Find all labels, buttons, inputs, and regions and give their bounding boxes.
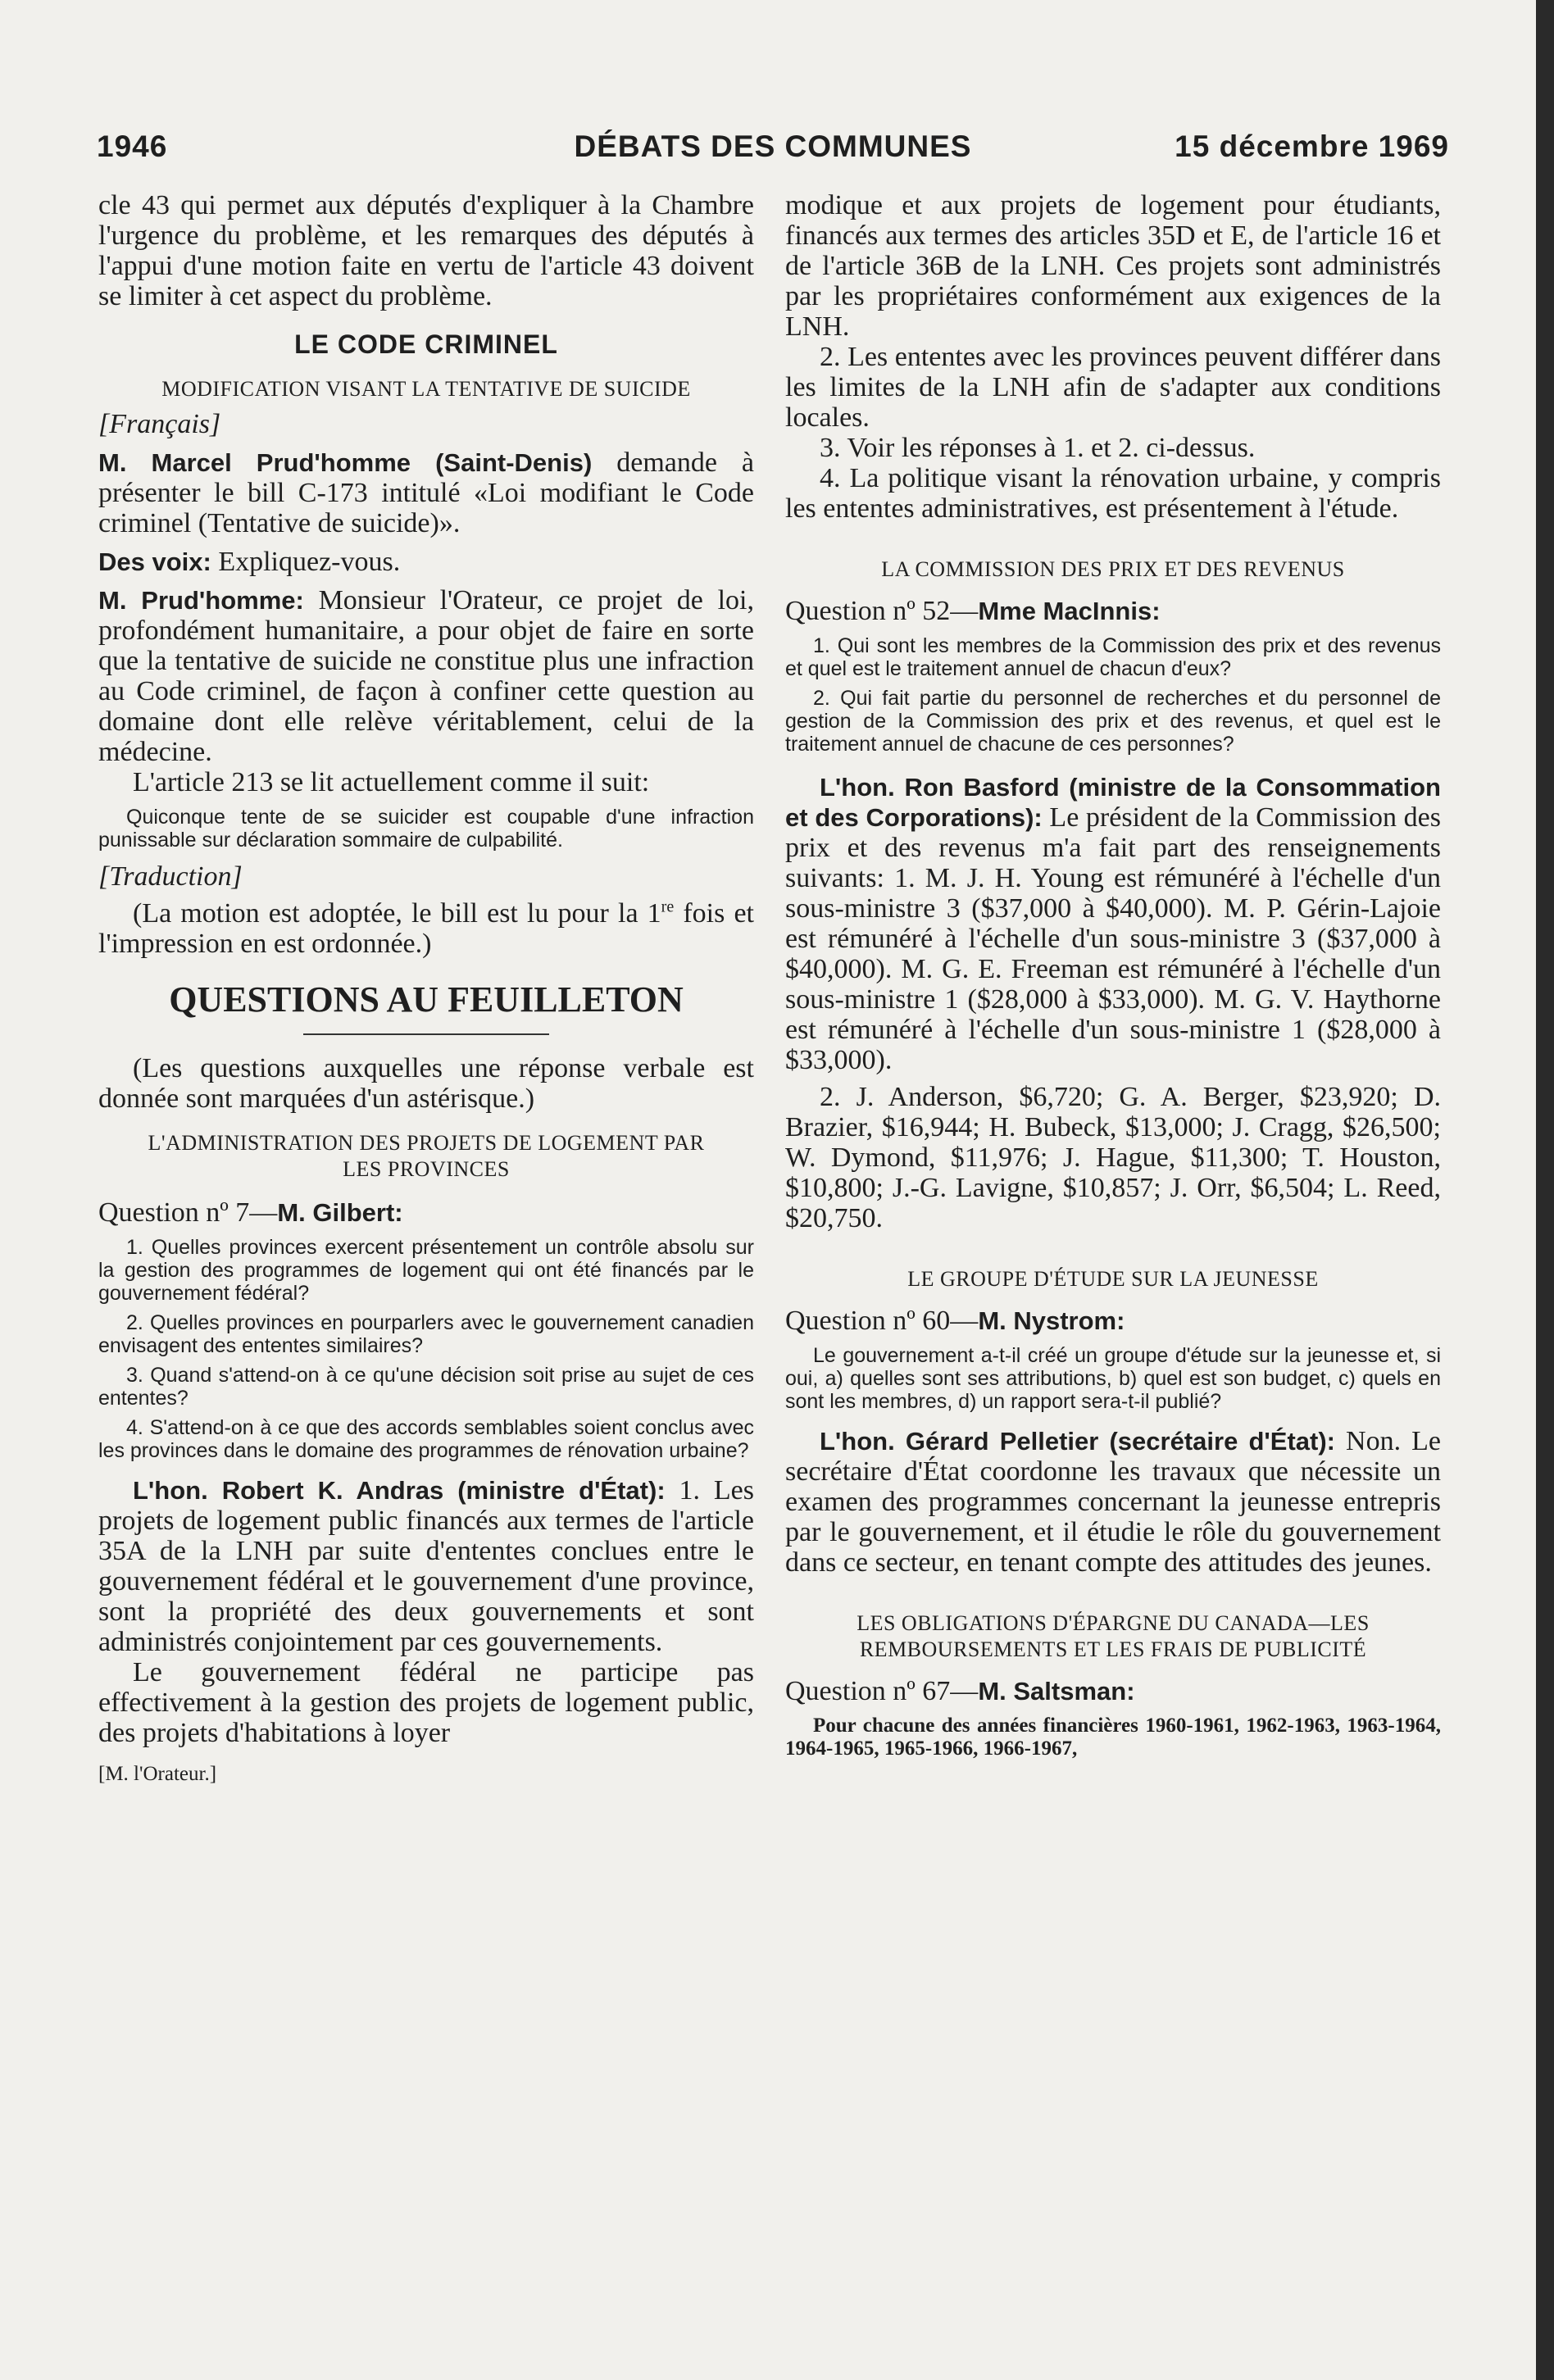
question-member: M. Gilbert: [277,1198,403,1227]
question-item: 1. Qui sont les membres de la Commission des prix et des revenus et quel est le traitement annuel de chacun d'eux? [785,634,1441,680]
right-column [785,190,1441,1760]
page-date: 15 décembre 1969 [1175,129,1449,163]
question-item: Pour chacune des années financières 1960-1961, 1962-1963, 1963-1964, 1964-1965, 1965-1966, 1966-1967, [785,1715,1441,1760]
speaker-name: L'hon. Ron Basford (ministre de la Consommation et des Corporations): [785,773,1441,832]
paragraph: 2. J. Anderson, $6,720; G. A. Berger, $23,920; D. Brazier, $16,944; H. Bubeck, $13,000; J. Cragg, $26,500; W. Dymond, $11,976; J. Hague, $11,300; T. Houston, $10,800; J.-G. Lavigne, $10,857; J. Orr, $6,504; L. Reed, $20,750. [785,1082,1441,1233]
language-note: [Français] [98,409,221,439]
paragraph [98,447,754,538]
left-column [98,190,754,1786]
major-heading: QUESTIONS AU FEUILLETON [169,979,684,1020]
question-number: Question nº 7— [98,1197,278,1228]
question-number: Question nº 52— [785,596,979,626]
question-item: 2. Qui fait partie du personnel de recherches et du personnel de gestion de la Commission des prix et des revenus, et quel est le traitement annuel de chacune de ces personnes? [785,687,1441,756]
question-header [98,1197,754,1228]
paragraph [785,1426,1441,1578]
section-subheading: LES OBLIGATIONS D'ÉPARGNE DU CANADA—LES REMBOURSEMENTS ET LES FRAIS DE PUBLICITÉ [857,1611,1370,1661]
speaker-name: L'hon. Robert K. Andras (ministre d'État): [133,1476,666,1505]
paragraph: L'article 213 se lit actuellement comme il suit: [133,767,650,797]
speaker-name: L'hon. Gérard Pelletier (secrétaire d'État): [820,1427,1335,1456]
motion-text: fois et l'impression en est ordonnée.) [98,898,754,959]
publication-title: DÉBATS DES COMMUNES [574,129,972,163]
paragraph: modique et aux projets de logement pour étudiants, financés aux termes des articles 35D et E, de l'article 16 et de l'article 36B de la LNH. Ces projets sont administrés par les propriétaires conformément aux exigences de la LNH. [785,190,1441,342]
page-header [97,129,1449,170]
question-member: M. Nystrom: [978,1306,1125,1335]
question-member: M. Saltsman: [978,1677,1135,1706]
question-number: Question nº 67— [785,1676,979,1706]
motion-text: (La motion est adoptée, le bill est lu pour la 1 [133,898,661,929]
speech-text: 1. Les projets de logement public financés aux termes de l'article 35A de la LNH par suite d'ententes conclues entre le gouvernement fédéral et le gouvernement d'une province, sont la propriété des deux gouvernements et sont administrés conjointement par ces gouvernements. [98,1475,754,1657]
paragraph [785,772,1441,1075]
paragraph: Le gouvernement fédéral ne participe pas effectivement à la gestion des projets de logement public, des projets d'habitations à loyer [98,1657,754,1748]
speech-text: Non. Le secrétaire d'État coordonne les travaux que nécessite un examen des programmes concernant la jeunesse entrepris par le gouvernement, et il étudie le rôle du gouvernement dans ce secteur, en tenant compte des attitudes des jeunes. [785,1426,1442,1578]
question-item: 2. Quelles provinces en pourparlers avec le gouvernement canadien envisagent des ententes similaires? [98,1311,754,1357]
paragraph [98,1475,754,1657]
superscript: re [661,897,675,916]
section-subheading: LA COMMISSION DES PRIX ET DES REVENUS [881,557,1345,581]
heading-rule [303,1033,549,1035]
speaker-name: M. Marcel Prud'homme (Saint-Denis) [98,448,593,477]
section-subheading: L'ADMINISTRATION DES PROJETS DE LOGEMENT PAR LES PROVINCES [148,1131,705,1181]
paragraph: (Les questions auxquelles une réponse verbale est donnée sont marquées d'un astérisque.) [98,1053,754,1114]
scan-edge [1536,0,1554,2380]
section-subheading: LE GROUPE D'ÉTUDE SUR LA JEUNESSE [907,1267,1319,1291]
page-footer: [M. l'Orateur.] [98,1763,217,1785]
language-note: [Traduction] [98,861,243,892]
paragraph: cle 43 qui permet aux députés d'expliquer à la Chambre l'urgence du problème, et les remarques des députés à l'appui d'une motion faite en vertu de l'article 43 doivent se limiter à cet aspect du problème. [98,190,754,311]
question-item: Le gouvernement a-t-il créé un groupe d'étude sur la jeunesse et, si oui, a) quelles sont ses attributions, b) quel est son budget, c) quels en sont les membres, d) un rapport sera-t-il publié? [785,1344,1441,1413]
speech-text: Le président de la Commission des prix et des revenus m'a fait part des renseignements suivants: 1. M. J. H. Young est rémunéré à l'échelle d'un sous-ministre 3 ($37,000 à $40,000). M. P. Gérin-Lajoie est rémunéré à l'échelle d'un sous-ministre 3 ($37,000 à $40,000). M. G. E. Freeman est rémunéré à l'échelle d'un sous-ministre 1 ($28,000 à $33,000). M. G. V. Haythorne est rémunéré à l'échelle d'un sous-ministre 1 ($28,000 à $33,000). [785,802,1442,1075]
question-header [785,1306,1441,1336]
question-list [785,634,1441,756]
question-item: 3. Quand s'attend-on à ce qu'une décision soit prise au sujet de ces ententes? [98,1364,754,1410]
paragraph [98,585,754,767]
paragraph [98,898,754,959]
question-header [785,1676,1441,1706]
speech-text: demande à présenter le bill C-173 intitulé «Loi modifiant le Code criminel (Tentative de suicide)». [98,447,755,538]
speech-text: Monsieur l'Orateur, ce projet de loi, profondément humanitaire, a pour objet de faire en sorte que la tentative de suicide ne constitue plus une infraction au Code criminel, de façon à confiner cette question au domaine dont elle relève véritablement, celui de la médecine. [98,585,754,767]
paragraph: 3. Voir les réponses à 1. et 2. ci-dessus. [820,433,1256,463]
speaker-name: M. Prud'homme: [98,586,304,615]
question-item: 1. Quelles provinces exercent présentement un contrôle absolu sur la gestion des programmes de logement qui ont été financés par le gouvernement fédéral? [98,1236,754,1305]
quoted-text: Quiconque tente de se suicider est coupable d'une infraction punissable sur déclaration sommaire de culpabilité. [98,806,754,852]
section-subheading: MODIFICATION VISANT LA TENTATIVE DE SUICIDE [161,377,691,401]
question-member: Mme MacInnis: [978,597,1161,625]
question-header [785,596,1441,626]
section-heading: LE CODE CRIMINEL [294,329,558,359]
paragraph: 4. La politique visant la rénovation urbaine, y compris les ententes administratives, est présentement à l'étude. [785,463,1441,524]
question-item: 4. S'attend-on à ce que des accords semblables soient conclus avec les provinces dans le domaine des programmes de rénovation urbaine? [98,1416,754,1462]
question-number: Question nº 60— [785,1306,979,1336]
paragraph: 2. Les ententes avec les provinces peuvent différer dans les limites de la LNH afin de s'adapter aux conditions locales. [785,342,1441,433]
page-number: 1946 [97,129,168,163]
speaker-name: Des voix: [98,547,211,576]
speech-text: Expliquez-vous. [218,547,401,577]
question-list [98,1236,754,1462]
paragraph [98,547,754,577]
